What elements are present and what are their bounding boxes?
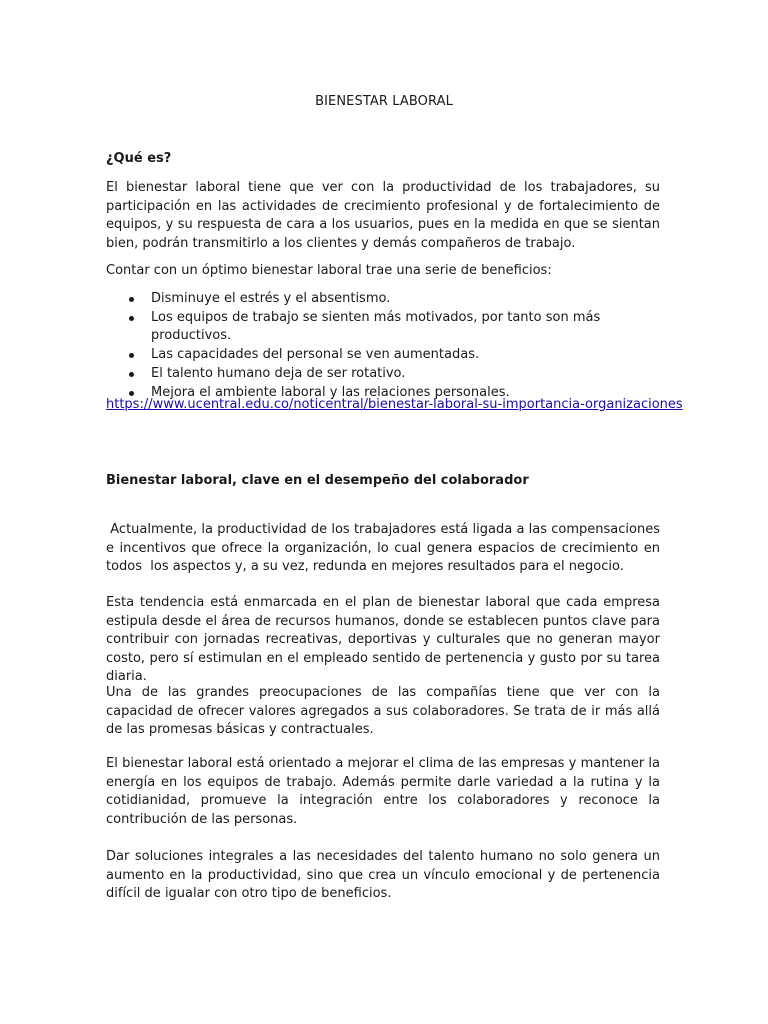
bullet-icon: [129, 297, 134, 302]
list-item: Disminuye el estrés y el absentismo.: [106, 290, 666, 309]
body-paragraph-1: Actualmente, la productividad de los trabajadores está ligada a las compensaciones e incentivos que ofrece la organización, lo cual genera espacios de crecimiento en todos los aspectos y, a su vez, redunda en mejores resultados para el negocio.: [106, 522, 665, 575]
body-paragraph-5: Dar soluciones integrales a las necesidades del talento humano no solo genera un aumento en la productividad, sino que crea un vínculo emocional y de pertenencia difícil de igualar con otro tipo de beneficios.: [106, 849, 660, 902]
section-heading-que-es: ¿Qué es?: [106, 151, 172, 166]
document-title: BIENESTAR LABORAL: [315, 94, 453, 109]
bullet-icon: [129, 372, 134, 377]
list-item: Los equipos de trabajo se sienten más motivados, por tanto son más productivos.: [106, 309, 666, 346]
benefits-intro-paragraph: Contar con un óptimo bienestar laboral trae una serie de beneficios:: [106, 263, 552, 278]
bullet-icon: [129, 353, 134, 358]
intro-paragraph: El bienestar laboral tiene que ver con la productividad de los trabajadores, su participación en las actividades de crecimiento profesional y de fortalecimiento de equipos, y su respuesta de cara a los usuarios, pues en la medida en que se sientan bien, podrán transmitirlo a los clientes y demás compañeros de trabajo.: [106, 180, 660, 251]
section-heading-clave: Bienestar laboral, clave en el desempeño del colaborador: [106, 473, 529, 488]
body-paragraph-3: Una de las grandes preocupaciones de las compañías tiene que ver con la capacidad de ofrecer valores agregados a sus colaboradores. Se trata de ir más allá de las promesas básicas y contractuales.: [106, 685, 660, 738]
bullet-icon: [129, 391, 134, 396]
body-paragraph-4: El bienestar laboral está orientado a mejorar el clima de las empresas y mantener la energía en los equipos de trabajo. Además permite darle variedad a la rutina y la cotidianidad, promueve la integración entre los colaboradores y reconoce la contribución de las personas.: [106, 756, 660, 827]
bullet-icon: [129, 316, 134, 321]
list-item: El talento humano deja de ser rotativo.: [106, 365, 666, 384]
body-paragraph-2: Esta tendencia está enmarcada en el plan de bienestar laboral que cada empresa estipula desde el área de recursos humanos, donde se establecen puntos clave para contribuir con jornadas recreativas, deportivas y culturales que no generan mayor costo, pero sí estimulan en el empleado sentido de pertenencia y gusto por su tarea diaria.: [106, 595, 660, 685]
source-link[interactable]: https://www.ucentral.edu.co/noticentral/bienestar-laboral-su-importancia-organizaciones: [106, 397, 683, 412]
benefits-list: [106, 290, 666, 402]
list-item: Mejora el ambiente laboral y las relaciones personales.: [106, 384, 666, 403]
list-item: Las capacidades del personal se ven aumentadas.: [106, 346, 666, 365]
